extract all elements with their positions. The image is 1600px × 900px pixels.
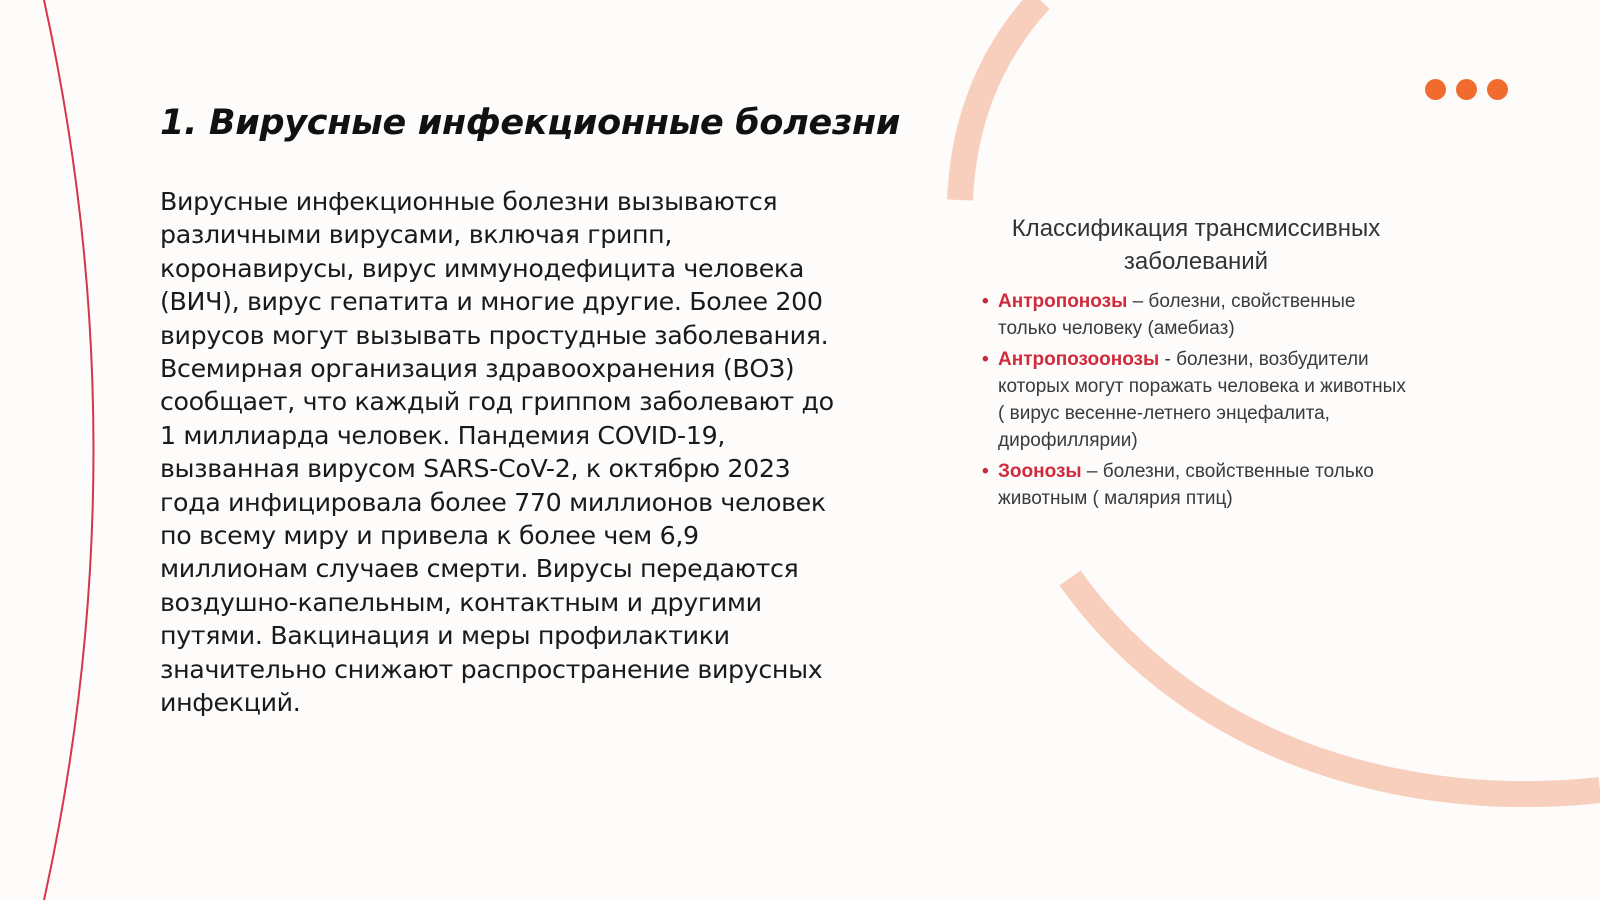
bottom-arc	[1070, 578, 1600, 794]
term-description: – болезни, свойственные только животным ( малярия птиц)	[998, 461, 1374, 509]
classification-list	[976, 288, 1416, 512]
classification-image	[976, 212, 1416, 516]
classification-title	[976, 212, 1416, 278]
term-anthroponoses: Антропонозы	[998, 291, 1128, 312]
top-arc	[960, 0, 1040, 200]
dot	[1425, 79, 1446, 100]
classification-title-line2: заболеваний	[1123, 248, 1269, 275]
list-item	[976, 346, 1416, 454]
classification-title-line1: Классификация трансмиссивных	[1011, 215, 1381, 242]
bullet: •	[982, 461, 989, 482]
bullet: •	[982, 349, 989, 370]
dot	[1456, 79, 1477, 100]
body-paragraph: Вирусные инфекционные болезни вызываются различными вирусами, включая грипп, коронавирусы, вирус иммунодефицита человека (ВИЧ), вирус гепатита и многие другие. Более 200 вирусов могут вызывать простудные заболевания. Всемирная организация здравоохранения (ВОЗ) сообщает, что каждый год гриппом заболевают до 1 миллиарда человек. Пандемия COVID-19, вызванная вирусом SARS-CoV-2, к октябрю 2023 года инфицировала более 770 миллионов человек по всему миру и привела к более чем 6,9 миллионам случаев смерти. Вирусы передаются воздушно-капельным, контактным и другими путями. Вакцинация и меры профилактики значительно снижают распространение вирусных инфекций.	[160, 187, 834, 718]
term-anthropozoonoses: Антропозоонозы	[998, 349, 1160, 370]
slide-title: 1. Вирусные инфекционные болезни	[160, 103, 901, 143]
left-curve-line	[44, 0, 94, 900]
term-description: - болезни, возбудители которых могут поражать человека и животных ( вирус весенне-летнего энцефалита, дирофиллярии)	[998, 349, 1406, 451]
list-item	[976, 458, 1416, 512]
decorative-dots	[1425, 79, 1508, 100]
list-item	[976, 288, 1416, 342]
dot	[1487, 79, 1508, 100]
term-zoonoses: Зоонозы	[998, 461, 1082, 482]
bullet: •	[982, 291, 989, 312]
term-description: – болезни, свойственные только человеку (амебиаз)	[998, 291, 1356, 339]
